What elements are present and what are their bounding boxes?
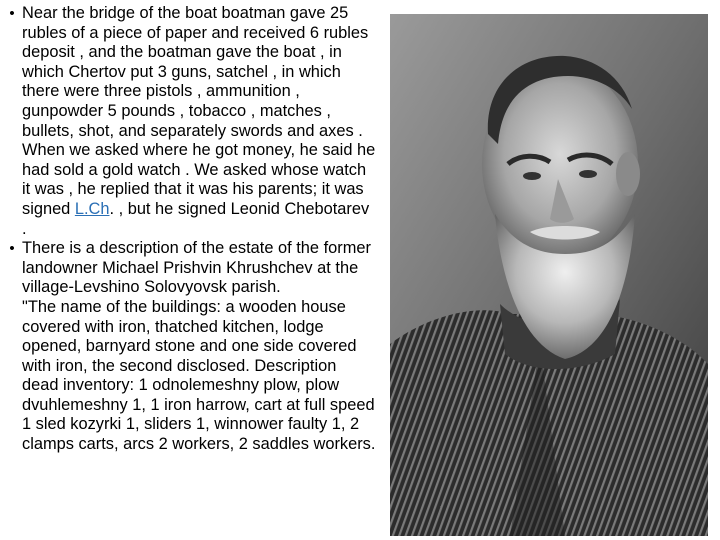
bullet-list: [4, 4, 376, 455]
portrait-illustration: [390, 14, 708, 536]
bullet-item-2: [4, 239, 376, 455]
bullet-1-text-end: . , but he signed Leonid Chebotarev .: [22, 199, 370, 238]
bullet-1-text: Near the bridge of the boat boatman gave 25 rubles of a piece of paper and received 6 rubles deposit , and the boatman gave the boat , in which Chertov put 3 guns, satchel , in which there were three pistols , ammunition , gunpowder 5 pounds , tobacco , matches , bullets, shot, and separately swords and axes . When we asked where he got money, he said he had sold a gold watch . We asked whose watch it was , he replied that it was his parents; it was signed: [22, 4, 376, 218]
bullet-icon: •: [9, 240, 15, 258]
portrait-photo-icon: [390, 14, 708, 536]
signature-link[interactable]: L.Ch: [74, 199, 110, 218]
bullet-item-1: [4, 4, 376, 239]
text-column: [4, 4, 376, 455]
bullet-2-quote: "The name of the buildings: a wooden house covered with iron, thatched kitchen, lodge opened, barnyard stone and one side covered with iron, the second disclosed. Description dead inventory: 1 odnolemeshny plow, plow dvuhlemeshny 1, 1 iron harrow, cart at full speed 1 sled kozyrki 1, sliders 1, winnower faulty 1, 2 clamps carts, arcs 2 workers, 2 saddles workers.: [22, 297, 376, 454]
bullet-2-intro: There is a description of the estate of the former landowner Michael Prishvin Khrushchev at the village-Levshino Solovyovsk parish.: [22, 239, 371, 297]
bullet-icon: •: [9, 5, 15, 22]
